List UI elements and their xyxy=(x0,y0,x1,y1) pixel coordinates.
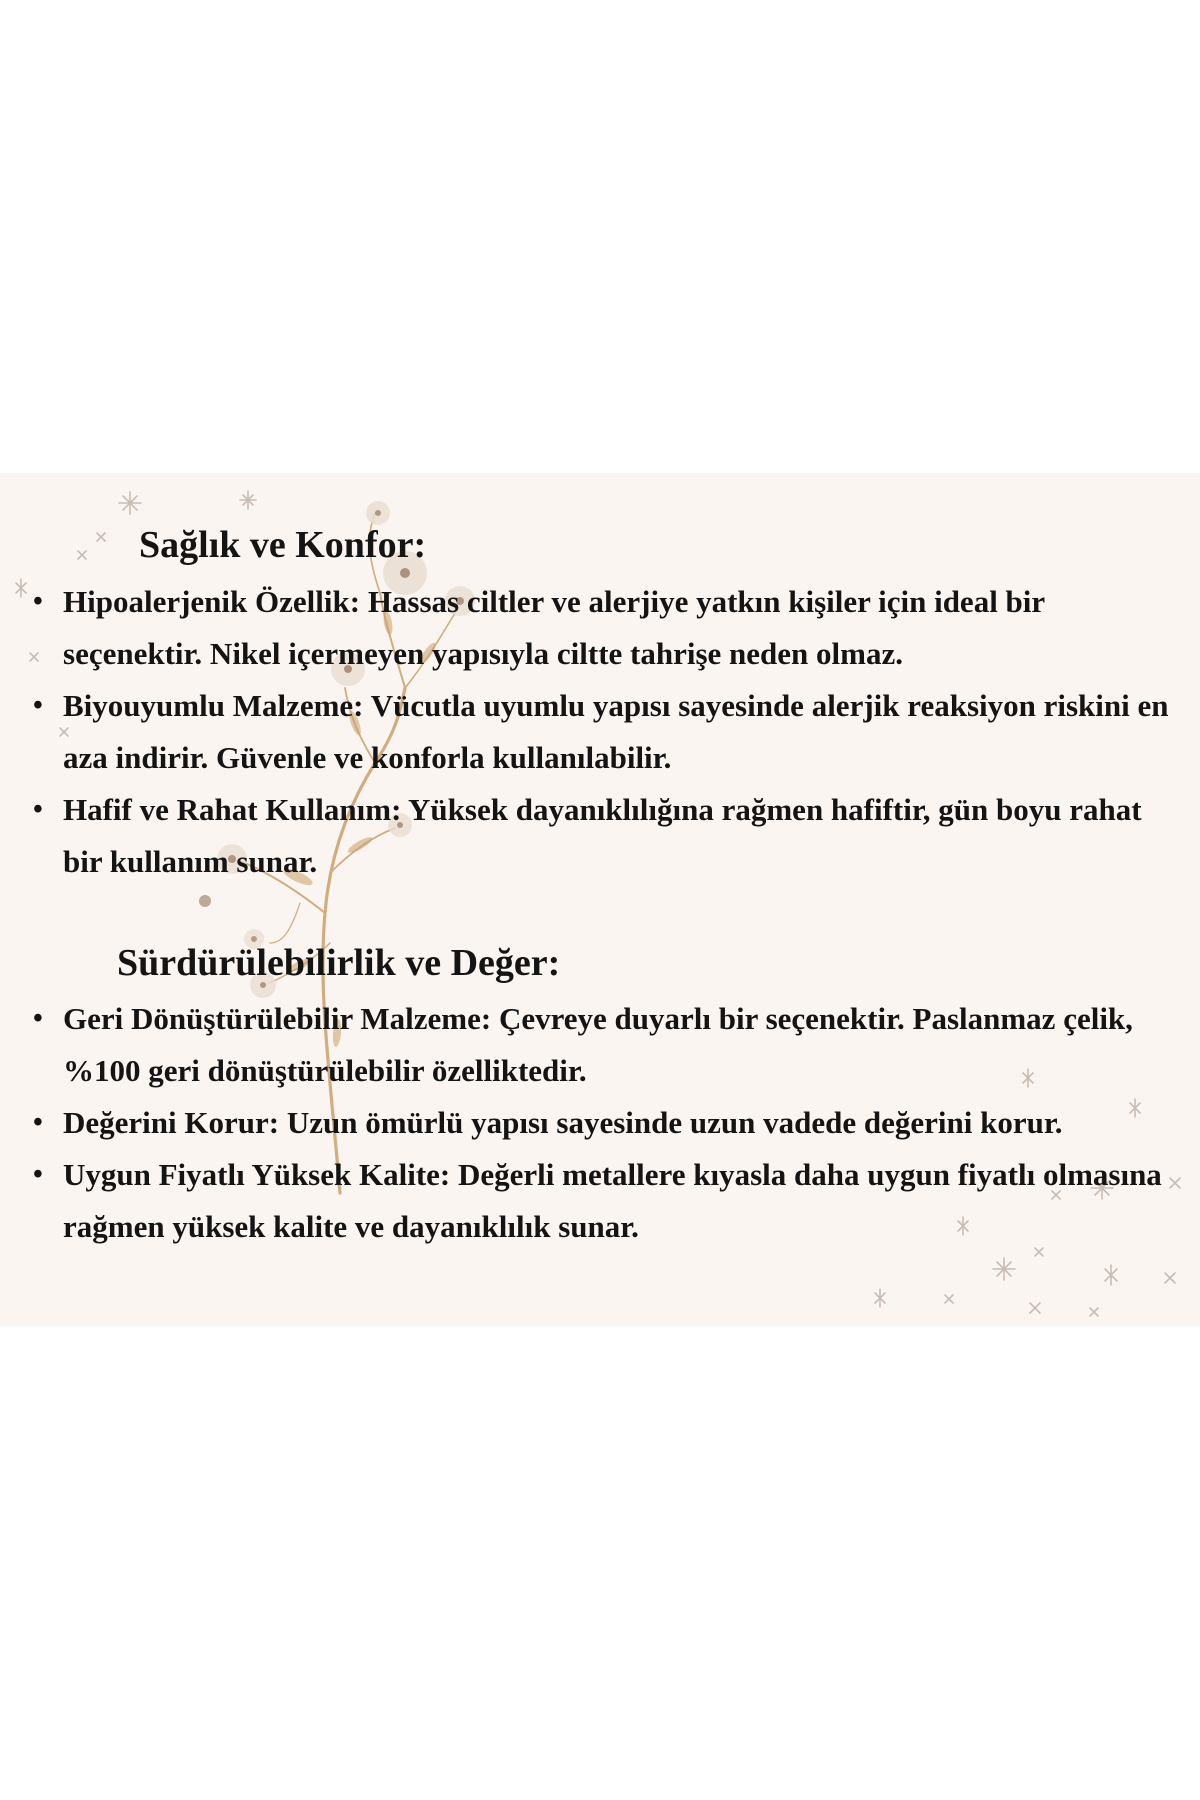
bullet-icon: • xyxy=(33,1159,43,1190)
item-label: Hafif ve Rahat Kullanım: xyxy=(63,792,402,827)
health-bullet-list xyxy=(0,576,1200,888)
list-item xyxy=(0,1097,1200,1149)
item-text: Vücutla uyumlu yapısı sayesinde alerjik reaksiyon riskini en aza indirir. Güvenle ve konforla kullanılabilir. xyxy=(63,688,1169,775)
bullet-icon: • xyxy=(33,586,43,617)
item-label: Değerini Korur: xyxy=(63,1105,280,1140)
item-text: Çevreye duyarlı bir seçenektir. Paslanmaz çelik, %100 geri dönüştürülebilir özelliktedir. xyxy=(63,1001,1133,1088)
section-title-health: Sağlık ve Konfor: xyxy=(139,524,427,566)
bullet-icon: • xyxy=(33,1107,43,1138)
info-card xyxy=(0,473,1200,1326)
list-item xyxy=(0,680,1200,784)
value-bullet-list xyxy=(0,993,1200,1253)
item-text: Hassas ciltler ve alerjiye yatkın kişiler için ideal bir seçenektir. Nikel içermeyen yapısıyla ciltte tahrişe neden olmaz. xyxy=(63,584,1045,671)
list-item xyxy=(0,576,1200,680)
item-label: Hipoalerjenik Özellik: xyxy=(63,584,361,619)
item-label: Biyouyumlu Malzeme: xyxy=(63,688,364,723)
bullet-icon: • xyxy=(33,794,43,825)
list-item xyxy=(0,993,1200,1097)
item-label: Uygun Fiyatlı Yüksek Kalite: xyxy=(63,1157,451,1192)
item-text: Uzun ömürlü yapısı sayesinde uzun vadede değerini korur. xyxy=(286,1105,1063,1140)
bullet-icon: • xyxy=(33,690,43,721)
item-text: Yüksek dayanıklılığına rağmen hafiftir, gün boyu rahat bir kullanım sunar. xyxy=(63,792,1142,879)
bullet-icon: • xyxy=(33,1003,43,1034)
list-item xyxy=(0,1149,1200,1253)
item-label: Geri Dönüştürülebilir Malzeme: xyxy=(63,1001,492,1036)
section-title-value: Sürdürülebilirlik ve Değer: xyxy=(117,942,561,984)
list-item xyxy=(0,784,1200,888)
item-text: Değerli metallere kıyasla daha uygun fiyatlı olmasına rağmen yüksek kalite ve dayanıklılık sunar. xyxy=(63,1157,1162,1244)
